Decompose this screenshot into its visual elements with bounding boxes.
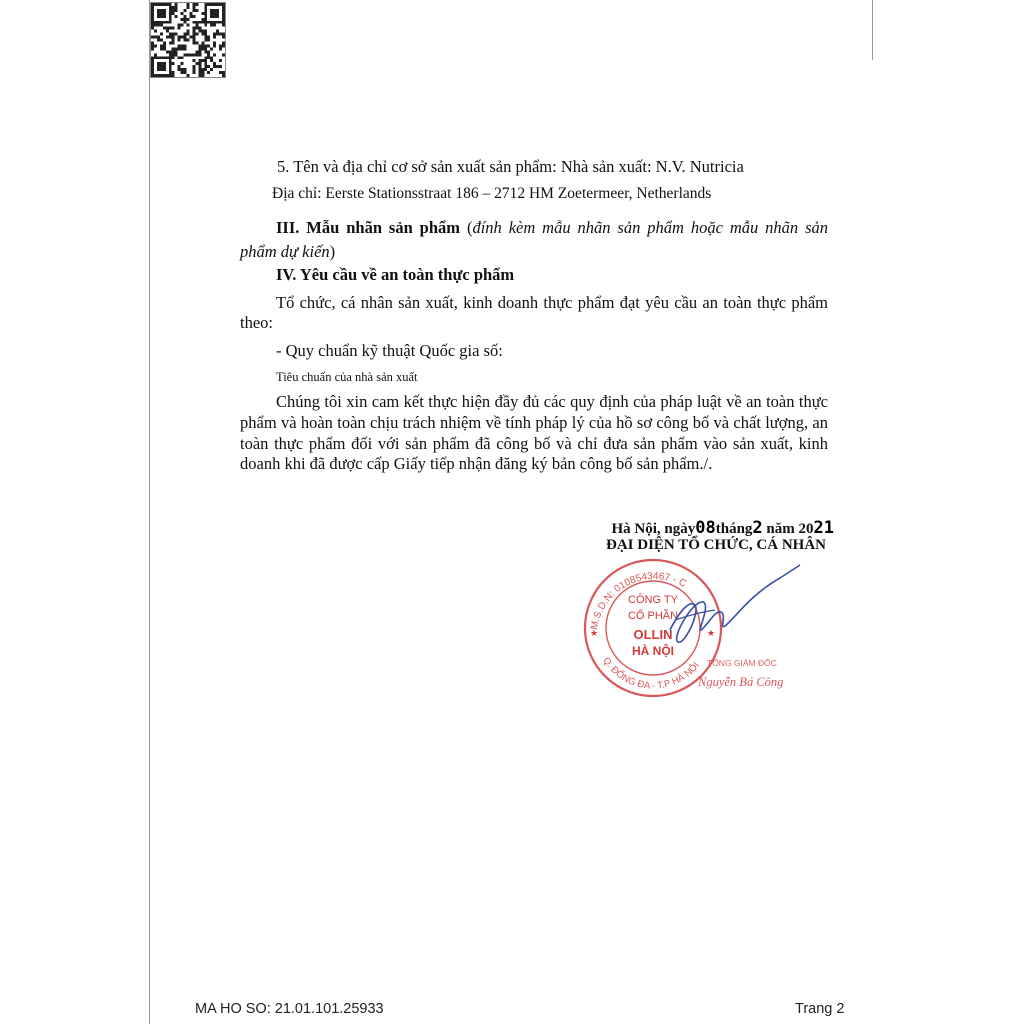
date-year: 21 [813, 518, 834, 538]
section3-note: đính kèm mẫu nhãn sản phẩm hoặc mẫu nhãn sản phẩm dự kiến [240, 218, 828, 261]
company-seal [575, 550, 815, 700]
section3-block: III. Mẫu nhãn sản phẩm (đính kèm mẫu nhãn sản phẩm hoặc mẫu nhãn sản phẩm dự kiến) [240, 218, 828, 261]
signer-name: Nguyễn Bá Công [698, 675, 784, 689]
svg-text:★: ★ [707, 628, 716, 638]
commitment-paragraph: Chúng tôi xin cam kết thực hiện đầy đủ các quy định của pháp luật về an toàn thực phẩm và hoàn toàn chịu trách nhiệm về tính pháp lý của hồ sơ công bố và chất lượng, an toàn thực phẩm đối với sản phẩm đã công bố và chỉ đưa sản phẩm vào sản xuất, kinh doanh khi đã được cấp Giấy tiếp nhận đăng ký bản công bố sản phẩm./. [240, 392, 828, 474]
standard-line: Tiêu chuẩn của nhà sản xuất [276, 370, 418, 384]
qr-code-icon [150, 2, 226, 78]
seal-line-3: OLLIN [633, 627, 673, 642]
seal-line-4: HÀ NỘI [632, 644, 674, 658]
section3-heading: III. Mẫu nhãn sản phẩm [276, 218, 461, 237]
document-code: MA HO SO: 21.01.101.25933 [195, 1001, 384, 1017]
page-number: Trang 2 [795, 1001, 845, 1017]
manufacturer-line: 5. Tên và địa chỉ cơ sở sản xuất sản phẩm: Nhà sản xuất: N.V. Nutricia [277, 157, 744, 176]
regulation-line: - Quy chuẩn kỹ thuật Quốc gia số: [276, 341, 503, 360]
page-border [149, 0, 150, 1024]
representative-title: ĐẠI DIỆN TỔ CHỨC, CÁ NHÂN [606, 537, 827, 553]
section4-intro: Tổ chức, cá nhân sản xuất, kinh doanh thực phẩm đạt yêu cầu an toàn thực phẩm theo: [240, 293, 828, 332]
seal-line-1: CÔNG TY [628, 594, 678, 606]
seal-outer-text: M.S.D.N: 0108543467 - C [588, 571, 689, 631]
svg-text:★: ★ [590, 628, 599, 638]
page-border-right [872, 0, 873, 60]
seal-bottom-text: Q. ĐỐNG ĐA - T.P HÀ NỘI [600, 655, 702, 692]
date-line: Hà Nội, ngày08tháng2 năm 2021 [611, 518, 834, 538]
signature-stroke [670, 565, 800, 642]
signer-title: TỔNG GIÁM ĐỐC [707, 658, 777, 668]
date-month: 2 [752, 518, 763, 538]
address-line: Địa chỉ: Eerste Stationsstraat 186 – 2712 HM Zoetermeer, Netherlands [272, 185, 712, 202]
seal-line-2: CỔ PHẦN [627, 610, 679, 622]
date-day: 08 [695, 518, 716, 538]
section4-heading: IV. Yêu cầu về an toàn thực phẩm [276, 265, 515, 284]
